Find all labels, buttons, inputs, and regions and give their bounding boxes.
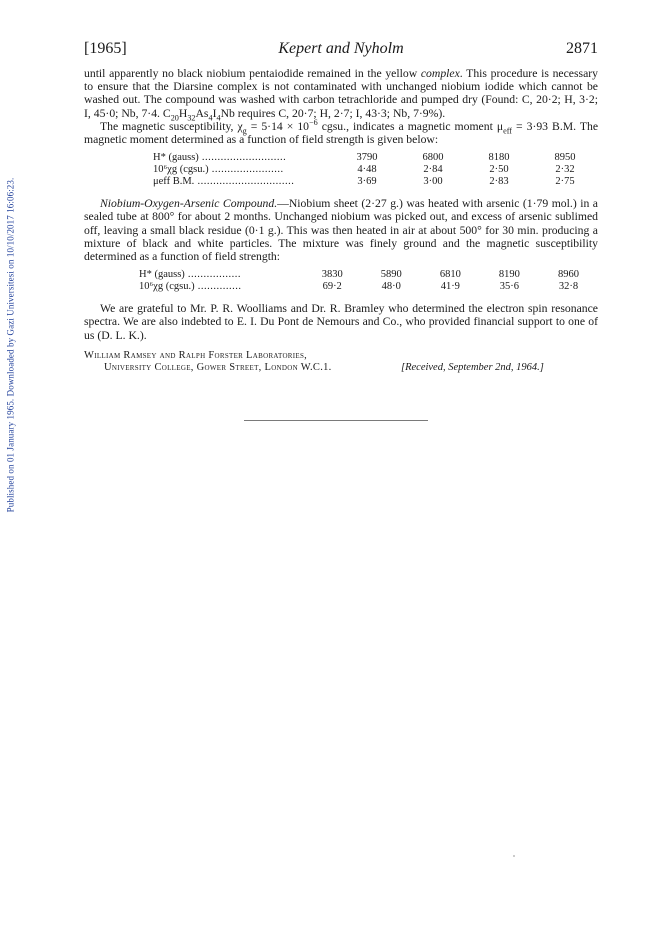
table-cell: 3·69 [357,176,377,188]
author-address [84,350,598,375]
table-cell: 8960 [557,269,579,281]
table-cell: 2·32 [555,164,575,176]
row-label: H* (gauss) [153,152,199,164]
table-cell: 48·0 [381,281,401,293]
table-cell: 2·83 [489,176,509,188]
table-cell: 2·75 [555,176,575,188]
table-cell: 2·84 [423,164,443,176]
table-row: H* (gauss) ........................... 3790 6800 8180 8950 [153,152,598,164]
header-authors: Kepert and Nyholm [278,40,404,57]
table-row: μeff B.M. ............................... 3·69 3·00 2·83 2·75 [153,176,598,188]
section-heading: Niobium-Oxygen-Arsenic Compound. [100,197,278,211]
table-row: H* (gauss) ................. 3830 5890 6810 8190 8960 [139,269,598,281]
address-line-1: William Ramsey and Ralph Forster Laboratories, [84,349,308,361]
publication-watermark-text: Published on 01 January 1965. Downloaded by Gazi Universitesi on 10/10/2017 16:06:23. [5,177,15,513]
row-label: 10⁶χg (cgsu.) [139,281,195,293]
table-row: 10⁶χg (cgsu.) .............. 69·2 48·0 41·9 35·6 32·8 [139,281,598,293]
table-cell: 4·48 [357,164,377,176]
paragraph-acknowledgements: We are grateful to Mr. P. R. Woolliams and Dr. R. Bramley who determined the electron spin resonance spectra. We are also indebted to E. I. Du Pont de Nemours and Co., who provided financial support to one of us (D. L. K.). [84,302,598,342]
table-cell: 41·9 [440,281,460,293]
publication-watermark [2,120,18,570]
table-cell: 3790 [356,152,378,164]
paragraph-niobium-oxygen-arsenic: Niobium-Oxygen-Arsenic Compound.—Niobium sheet (2·27 g.) was heated with arsenic (1·79 mol.) in a sealed tube at 800° for about 2 months. Unchanged niobium was picked out, and excess of arsenic sublimed off, leaving a small black residue (0·1 g.). This was then heated in air at about 500° for 30 min. producing a mixture of black and white particles. The mixture was finely ground and the magnetic susceptibility determined as a function of field strength: [84,197,598,264]
row-label: H* (gauss) [139,269,185,281]
table-cell: 35·6 [499,281,519,293]
paragraph-magnetic-susceptibility: The magnetic susceptibility, $\chi_g = 5\cdot 14 \times 10^{-6}$ cgsu., indicates a magnetic moment $\mu_{eff} = 3\cdot 93$ B.M. The magnetic moment determined as a function of field strength is given below: [84,117,599,147]
end-of-article-rule [244,420,428,421]
table-cell: 2·50 [489,164,509,176]
article-body [84,67,598,375]
row-label: μeff B.M. [153,176,195,188]
received-date: [Received, September 2nd, 1964.] [401,362,544,374]
table-cell: 8180 [488,152,510,164]
table-row: 10⁶χg (cgsu.) ....................... 4·48 2·84 2·50 2·32 [153,164,598,176]
page-header [84,40,598,60]
table-cell: 32·8 [558,281,579,293]
table-cell: 5890 [380,269,402,281]
row-label: 10⁶χg (cgsu.) [153,164,209,176]
magnetic-moment-table [153,152,598,188]
address-line-2: University College, Gower Street, London W.C.1. [104,362,332,374]
table-cell: 6810 [439,269,461,281]
field-strength-table [139,269,598,293]
scan-speck [513,855,515,857]
table-cell: 69·2 [322,281,342,293]
table-cell: 8190 [498,269,520,281]
table-cell: 6800 [422,152,444,164]
header-year: [1965] [84,40,127,57]
table-cell: 3830 [321,269,343,281]
page-number: 2871 [566,40,598,57]
paragraph-diarsine-complex: until apparently no black niobium pentaiodide remained in the yellow complex. This procedure is necessary to ensure that the Diarsine complex is not contaminated with unchanged niobium iodide which cannot be washed out. The compound was washed with carbon tetrachloride and pumped dry (Found: C, 20·2; H, 3·2; I, 45·0; Nb, 7·4. $C_{20}H_{32}As_4I_4Nb$ requires C, 20·7; H, 2·7; I, 43·3; Nb, 7·9%). [84,67,598,122]
table-cell: 8950 [554,152,576,164]
table-cell: 3·00 [423,176,443,188]
